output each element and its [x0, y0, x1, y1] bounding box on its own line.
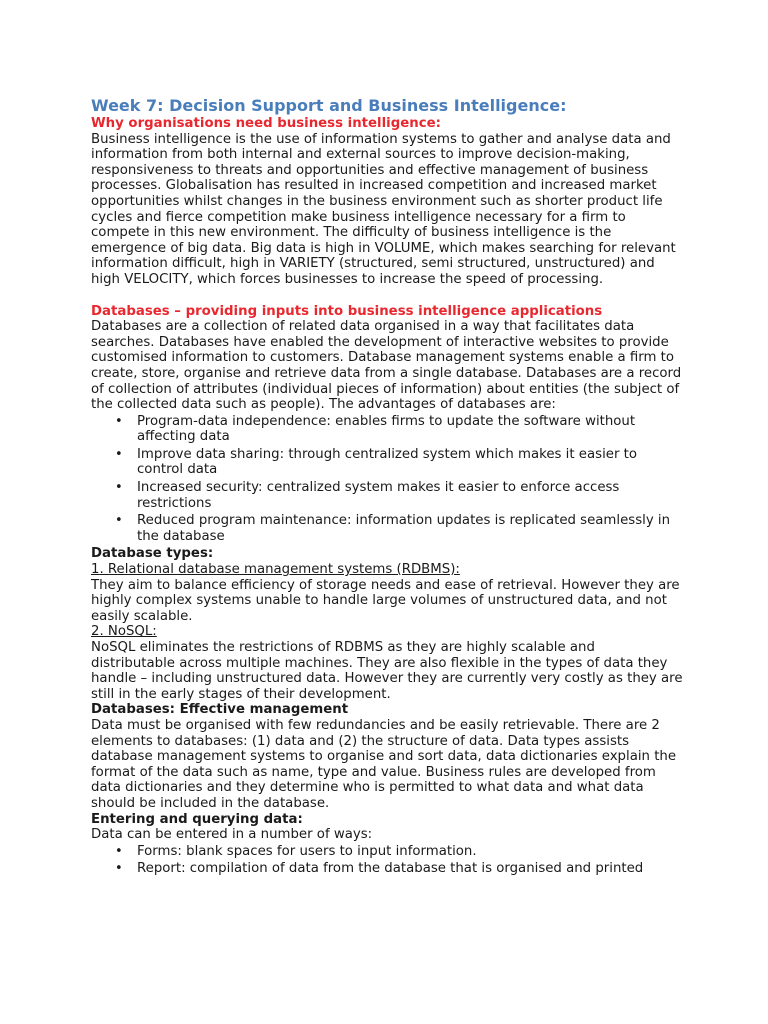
section-body-databases: Databases are a collection of related data organised in a way that facilitates data searches. Databases have enabled the development of interactive websites to provide customised information to customers. Database management systems enable a firm to create, store, organise and retrieve data from a single database. Databases are a record of collection of attributes (individual pieces of information) about entities (the subject of the collected data such as people). The advantages of databases are:: [91, 319, 682, 413]
bullet-icon: •: [115, 513, 123, 529]
page-title: Week 7: Decision Support and Business Intelligence:: [91, 96, 567, 115]
body-effective-management: Data must be organised with few redundancies and be easily retrievable. There are 2 elements to databases: (1) data and (2) the structure of data. Data types assists database management systems to organise and sort data, data dictionaries explain the format of the data such as name, type and value. Business rules are developed from data dictionaries and they determine who is permitted to what data and what data should be included in the database.: [91, 717, 677, 811]
section-body-why-bi: Business intelligence is the use of information systems to gather and analyse data and information from both internal and external sources to improve decision-making, responsiveness to threats and opportunities and effective management of business processes. Globalisation has resulted in increased competition and increased market opportunities whilst changes in the business environment such as shorter product life cycles and fierce competition make business intelligence necessary for a firm to compete in this new environment. The difficulty of business intelligence is the emergence of big data. Big data is high in VOLUME, which makes searching for relevant information difficult, high in VARIETY (structured, semi structured, unstructured) and high VELOCITY, which forces businesses to increase the speed of processing.: [91, 131, 676, 287]
list-item: • Program-data independence: enables firms to update the software without affecting data: [115, 413, 636, 445]
bullet-icon: •: [115, 861, 123, 877]
document-content: [91, 96, 683, 879]
section-heading-databases: Databases – providing inputs into business intelligence applications: [91, 303, 603, 319]
section-heading-why-bi: Why organisations need business intelligence:: [91, 116, 441, 131]
bullet-icon: •: [115, 446, 123, 462]
bullet-icon: •: [115, 413, 123, 429]
list-item: • Reduced program maintenance: information updates is replicated seamlessly in the database: [115, 513, 671, 544]
subheading-rdbms: 1. Relational database management systems (RDBMS):: [91, 562, 460, 578]
subheading-nosql: 2. NoSQL:: [91, 624, 157, 640]
section-heading-database-types: Database types:: [91, 546, 214, 562]
body-nosql: NoSQL eliminates the restrictions of RDBMS as they are highly scalable and distributable across multiple machines. They are also flexible in the types of data they handle – including unstructured data. However they are currently very costly as they are still in the early stages of their development.: [91, 640, 683, 702]
bullet-icon: •: [115, 843, 123, 859]
advantages-list: [91, 414, 683, 545]
section-heading-entering-querying: Entering and querying data:: [91, 811, 303, 827]
body-rdbms: They aim to balance efficiency of storage needs and ease of retrieval. However they are highly complex systems unable to handle large volumes of unstructured data, and not easily scalable.: [91, 577, 680, 624]
section-heading-effective-management: Databases: Effective management: [91, 702, 349, 718]
bullet-icon: •: [115, 480, 123, 496]
entry-methods-list: [91, 844, 683, 877]
list-item: • Improve data sharing: through centralized system which makes it easier to control data: [115, 446, 637, 478]
list-item: • Forms: blank spaces for users to input information.: [115, 843, 477, 859]
body-entering-querying: Data can be entered in a number of ways:: [91, 827, 373, 843]
list-item: • Report: compilation of data from the database that is organised and printed: [115, 861, 644, 877]
spacer: [91, 288, 683, 304]
list-item: • Increased security: centralized system makes it easier to enforce access restrictions: [115, 480, 620, 511]
